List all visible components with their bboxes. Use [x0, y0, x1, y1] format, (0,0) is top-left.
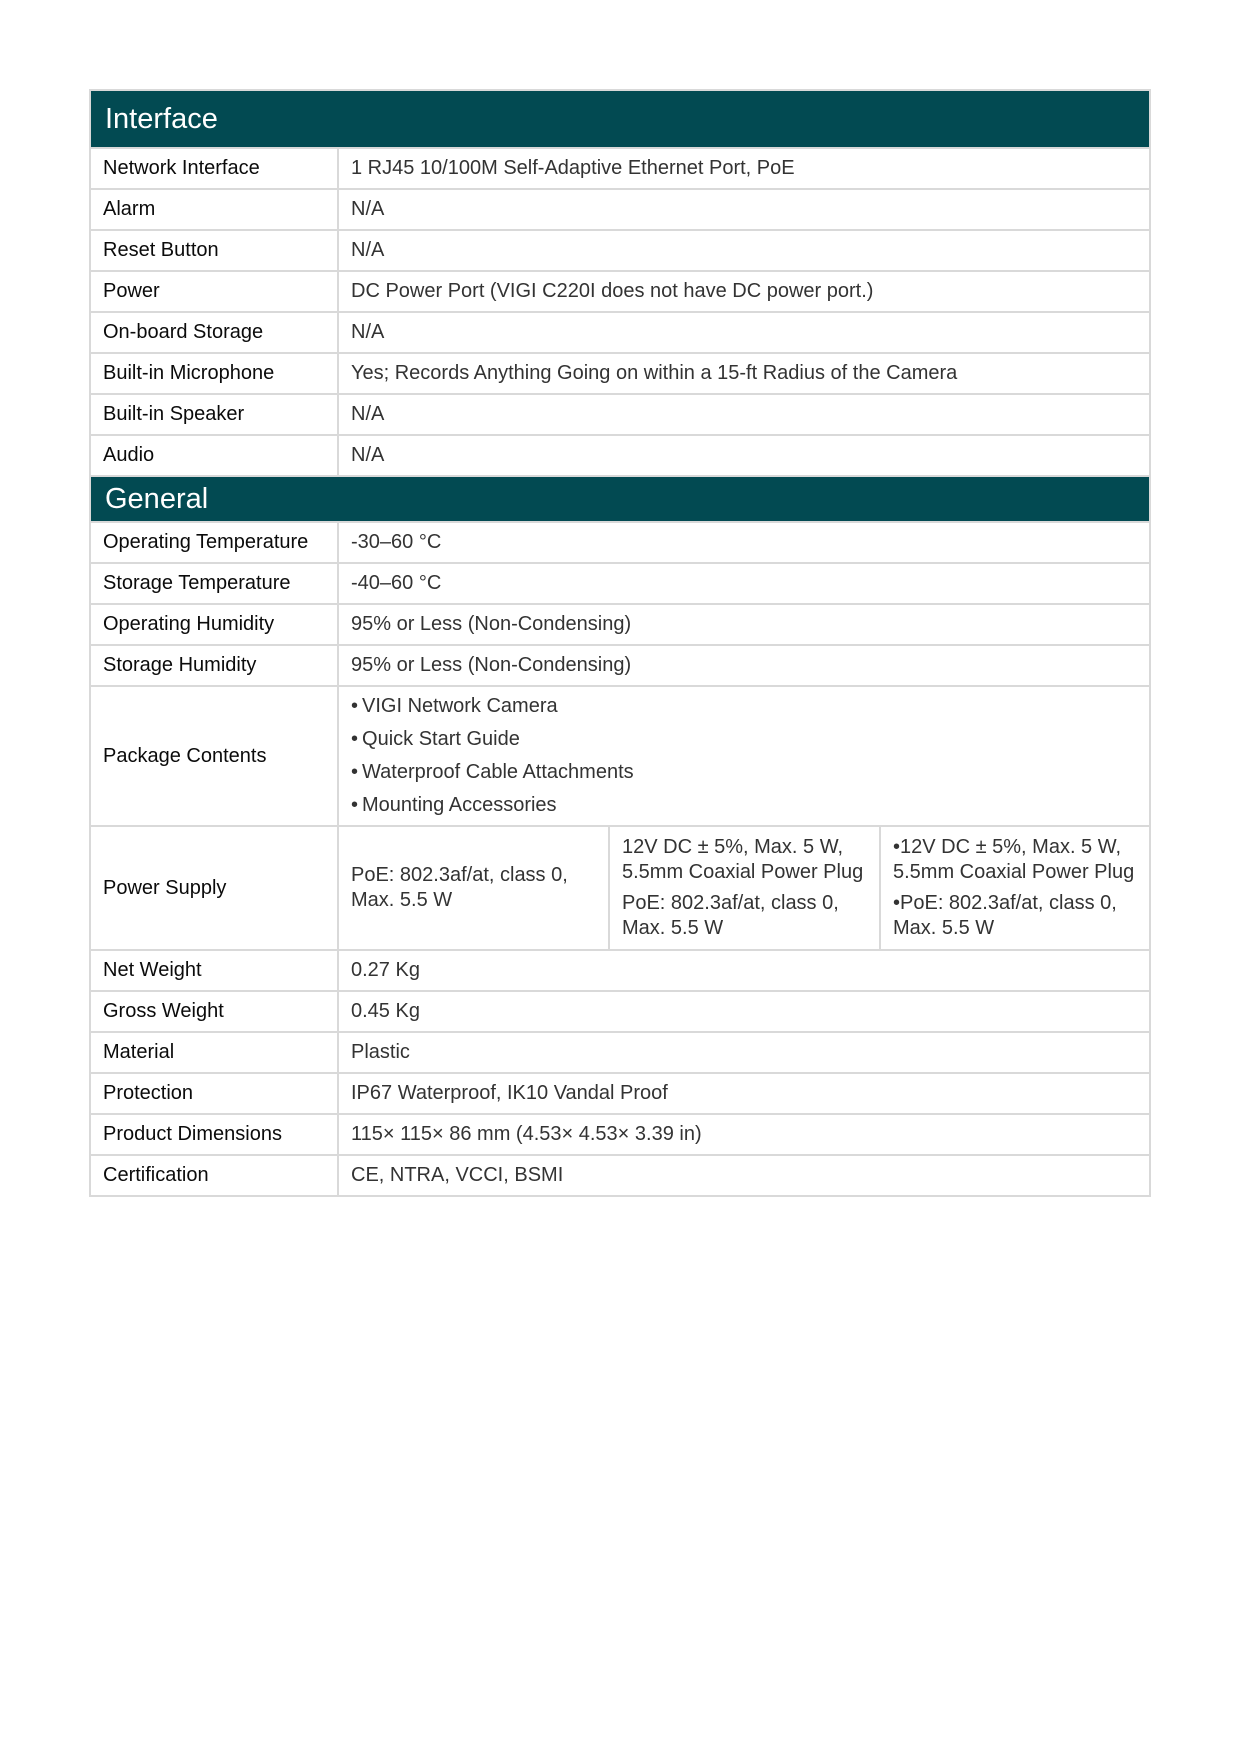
row-value: 0.27 Kg — [338, 950, 1150, 991]
power-spec: 12V DC ± 5%, Max. 5 W, 5.5mm Coaxial Power Plug — [622, 836, 864, 883]
section-header-interface — [90, 90, 1150, 148]
row-value: N/A — [338, 394, 1150, 435]
power-spec: • PoE: 802.3af/at, class 0, Max. 5.5 W — [893, 891, 1137, 941]
row-value: N/A — [338, 312, 1150, 353]
list-item: • Waterproof Cable Attachments — [351, 756, 1137, 789]
power-supply-variant-1 — [338, 826, 609, 950]
row-value: IP67 Waterproof, IK10 Vandal Proof — [338, 1073, 1150, 1114]
list-item: • Quick Start Guide — [351, 723, 1137, 756]
row-value: 1 RJ45 10/100M Self-Adaptive Ethernet Port, PoE — [338, 148, 1150, 189]
row-label: Material — [90, 1032, 338, 1073]
row-label: Audio — [90, 435, 338, 476]
table-row — [90, 1032, 1150, 1073]
row-label: Product Dimensions — [90, 1114, 338, 1155]
row-value: Yes; Records Anything Going on within a 15-ft Radius of the Camera — [338, 353, 1150, 394]
section-header-general — [90, 476, 1150, 522]
row-label: Gross Weight — [90, 991, 338, 1032]
power-spec: PoE: 802.3af/at, class 0, Max. 5.5 W — [622, 892, 839, 939]
row-value: 0.45 Kg — [338, 991, 1150, 1032]
row-value: -30–60 °C — [338, 522, 1150, 563]
package-contents-list — [351, 690, 1137, 822]
row-value: N/A — [338, 230, 1150, 271]
list-item: • VIGI Network Camera — [351, 690, 1137, 723]
row-label: On-board Storage — [90, 312, 338, 353]
power-supply-row — [90, 826, 1150, 950]
row-label: Net Weight — [90, 950, 338, 991]
row-value: N/A — [338, 435, 1150, 476]
table-row — [90, 189, 1150, 230]
row-label: Storage Humidity — [90, 645, 338, 686]
row-value: 95% or Less (Non-Condensing) — [338, 604, 1150, 645]
table-row — [90, 435, 1150, 476]
row-label: Built-in Microphone — [90, 353, 338, 394]
row-value: 115× 115× 86 mm (4.53× 4.53× 3.39 in) — [338, 1114, 1150, 1155]
row-label: Package Contents — [90, 686, 338, 826]
table-row — [90, 230, 1150, 271]
row-value: 95% or Less (Non-Condensing) — [338, 645, 1150, 686]
row-label: Certification — [90, 1155, 338, 1196]
row-label: Storage Temperature — [90, 563, 338, 604]
table-row — [90, 353, 1150, 394]
row-label: Alarm — [90, 189, 338, 230]
row-label: Operating Temperature — [90, 522, 338, 563]
table-row — [90, 645, 1150, 686]
row-value: Plastic — [338, 1032, 1150, 1073]
package-contents-row — [90, 686, 1150, 826]
table-row — [90, 991, 1150, 1032]
table-row — [90, 312, 1150, 353]
table-row — [90, 1114, 1150, 1155]
row-value: -40–60 °C — [338, 563, 1150, 604]
table-row — [90, 394, 1150, 435]
row-label: Reset Button — [90, 230, 338, 271]
table-row — [90, 522, 1150, 563]
table-row — [90, 563, 1150, 604]
row-label: Power — [90, 271, 338, 312]
row-value: CE, NTRA, VCCI, BSMI — [338, 1155, 1150, 1196]
row-label: Power Supply — [90, 826, 338, 950]
spec-sheet — [89, 89, 1149, 1197]
table-row — [90, 148, 1150, 189]
spec-table — [89, 89, 1151, 1197]
row-label: Network Interface — [90, 148, 338, 189]
table-row — [90, 950, 1150, 991]
power-supply-variant-3 — [880, 826, 1150, 950]
list-item: • Mounting Accessories — [351, 789, 1137, 822]
table-row — [90, 604, 1150, 645]
power-supply-variant-2 — [609, 826, 880, 950]
section-title: General — [90, 476, 1150, 522]
row-value: N/A — [338, 189, 1150, 230]
table-row — [90, 1073, 1150, 1114]
power-spec: • 12V DC ± 5%, Max. 5 W, 5.5mm Coaxial Power Plug — [893, 835, 1137, 885]
row-value: DC Power Port (VIGI C220I does not have DC power port.) — [338, 271, 1150, 312]
power-spec: PoE: 802.3af/at, class 0, Max. 5.5 W — [351, 864, 568, 911]
table-row — [90, 271, 1150, 312]
row-label: Operating Humidity — [90, 604, 338, 645]
package-contents-list-cell — [338, 686, 1150, 826]
row-label: Built-in Speaker — [90, 394, 338, 435]
row-label: Protection — [90, 1073, 338, 1114]
section-title: Interface — [90, 90, 1150, 148]
table-row — [90, 1155, 1150, 1196]
